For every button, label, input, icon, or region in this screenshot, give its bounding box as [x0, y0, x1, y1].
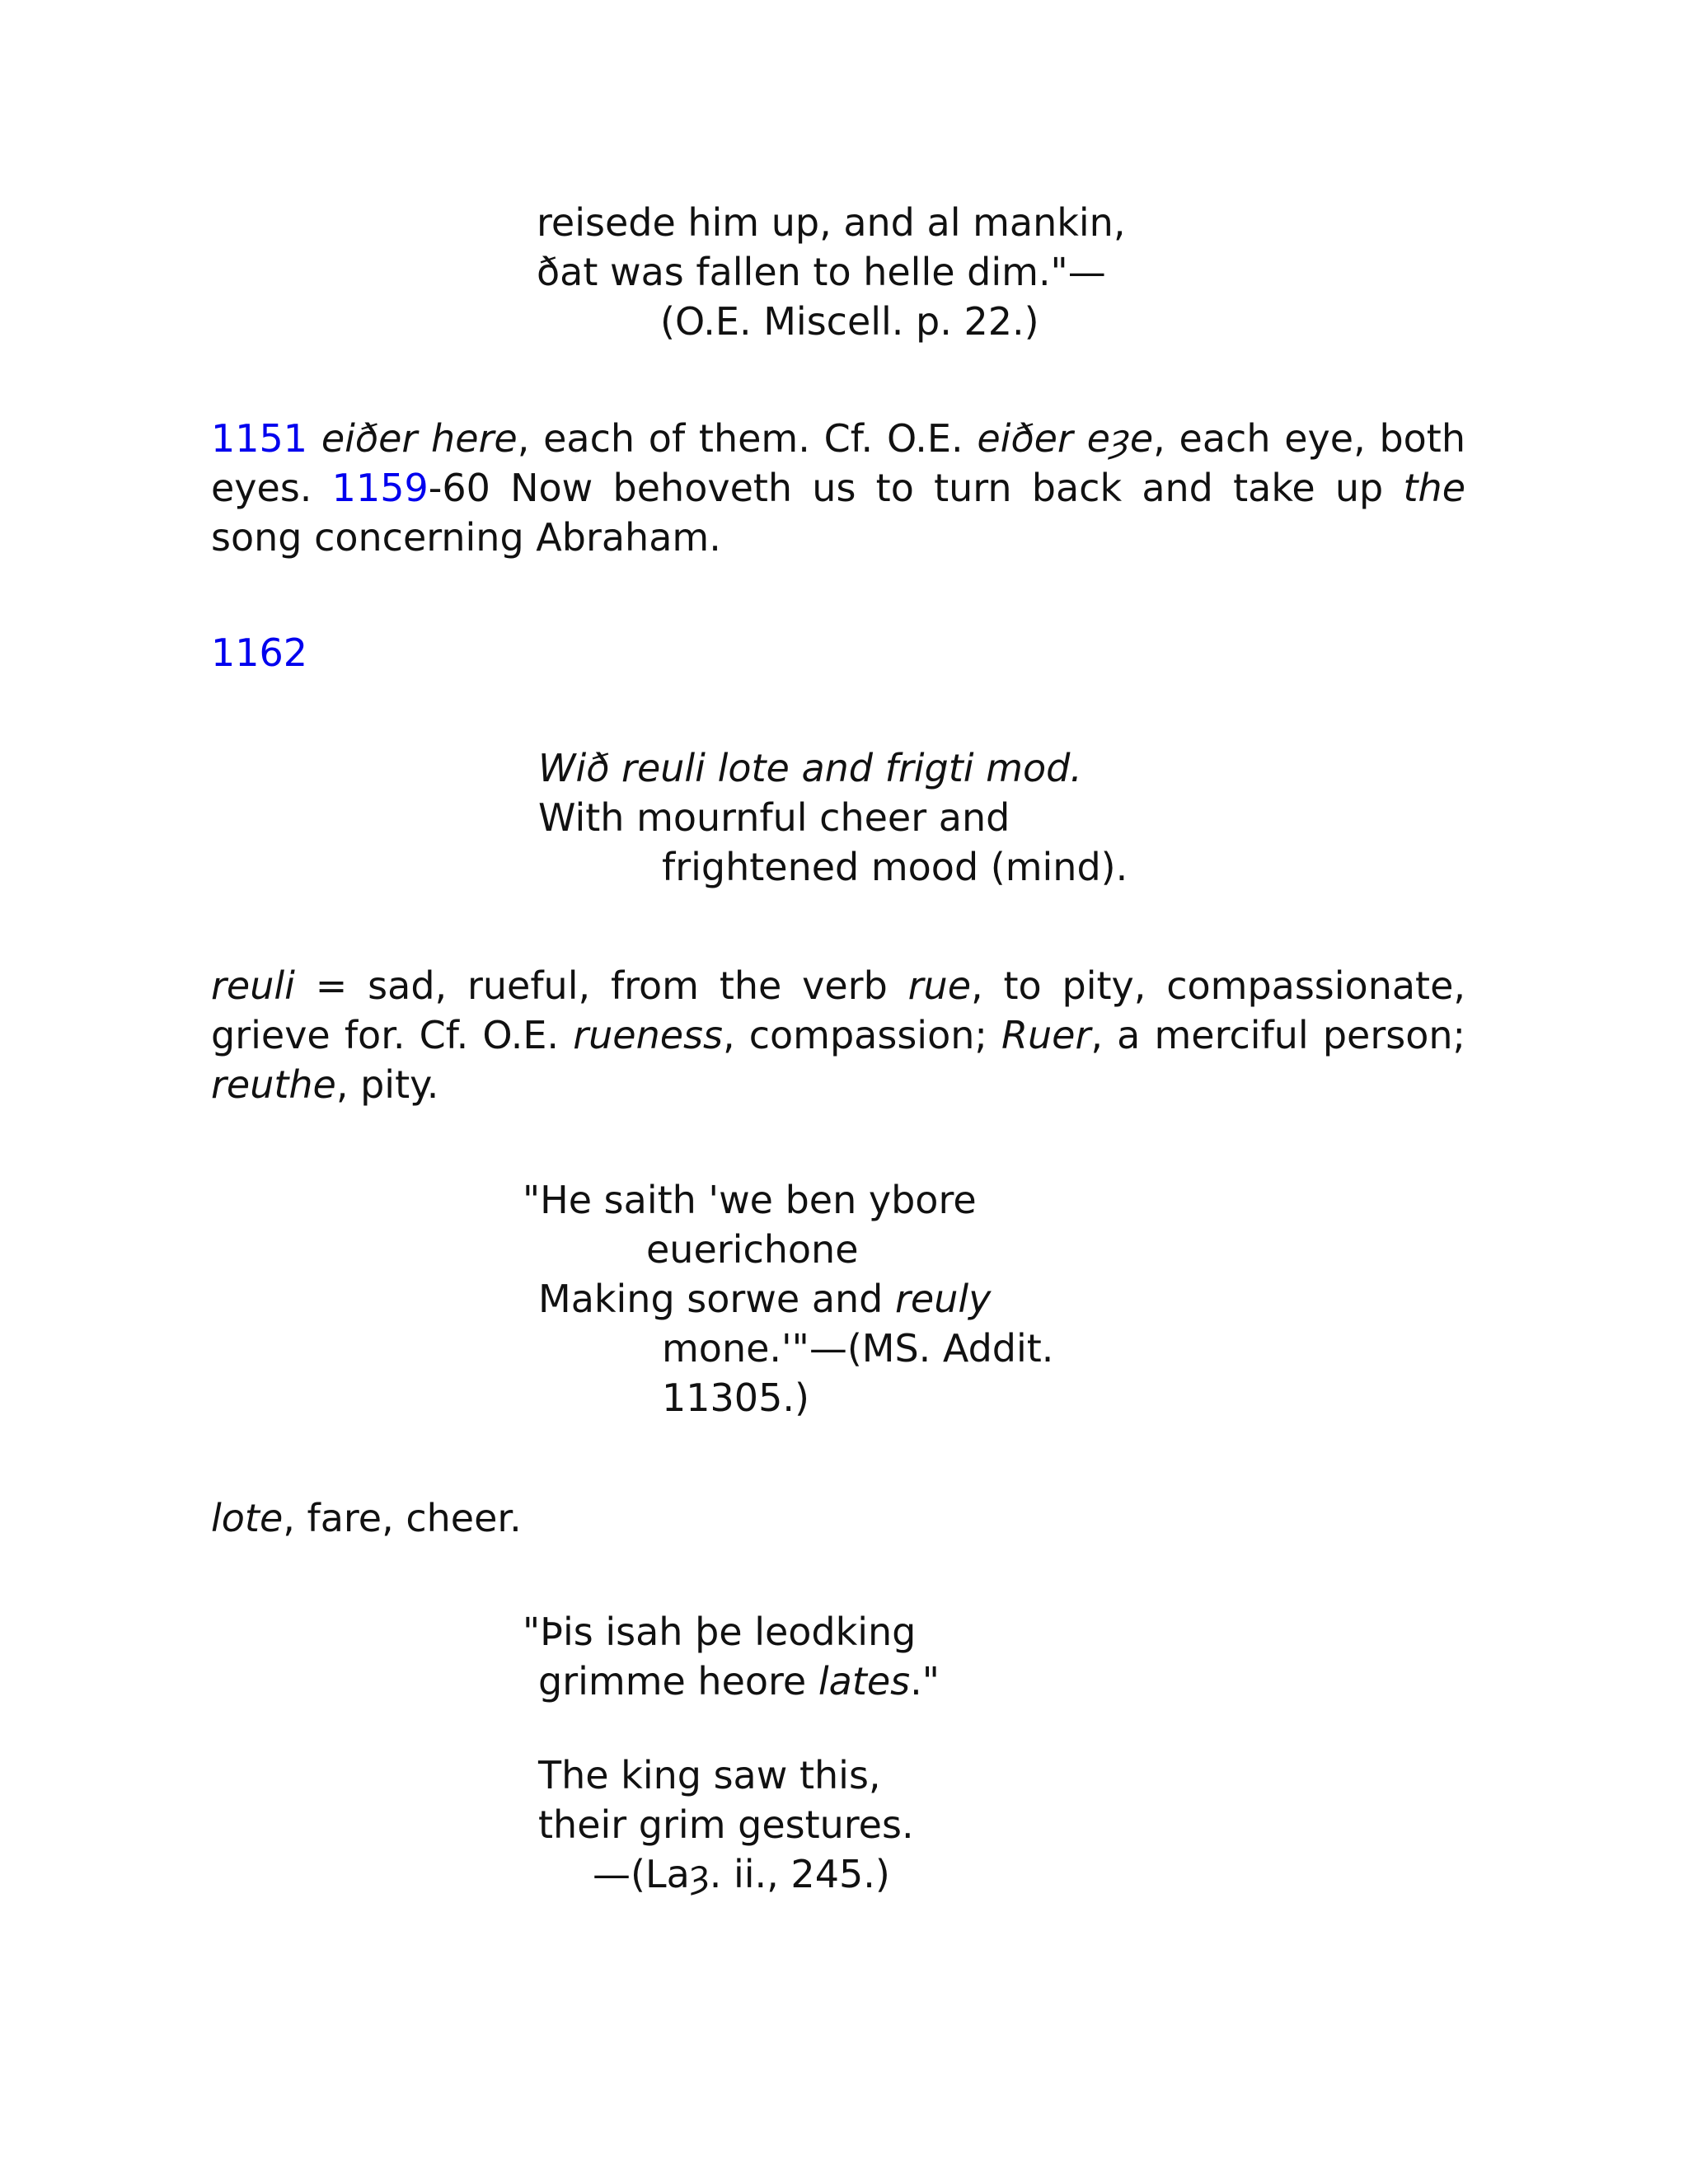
line-ref-link-1159[interactable]: 1159 — [331, 466, 429, 510]
term: lates — [818, 1659, 911, 1704]
verse-line: "Þis isah þe leodking — [523, 1610, 917, 1654]
term: reuthe — [211, 1062, 336, 1107]
verse-line: ðat was fallen to helle dim."— — [537, 250, 1106, 294]
verse-line: grimme heore lates." — [538, 1659, 940, 1704]
poem-excerpt-1 — [537, 198, 1125, 346]
line-ref-link-1151[interactable]: 1151 — [211, 416, 308, 461]
verse-line: reisede him up, and al mankin, — [537, 200, 1126, 245]
verse-line: their grim gestures. — [538, 1802, 914, 1847]
term: reuli — [211, 963, 295, 1008]
citation: (O.E. Miscell. p. 22.) — [660, 299, 1039, 344]
verse-line: The king saw this, — [538, 1753, 881, 1797]
note-lote: lote, fare, cheer. — [211, 1496, 522, 1540]
verse-line: Wið reuli lote and frigti mod. — [538, 746, 1082, 790]
verse-line: With mournful cheer and — [538, 795, 1010, 840]
citation: —(Laȝ. ii., 245.) — [593, 1852, 890, 1896]
term: eiðer eȝe — [977, 416, 1154, 461]
term: the — [1403, 466, 1465, 510]
verse-line: "He saith 'we ben ybore — [523, 1178, 977, 1222]
poem-excerpt-2 — [538, 743, 1128, 892]
poem-excerpt-4 — [523, 1607, 940, 1706]
verse-line: mone.'"—(MS. Addit. — [662, 1326, 1054, 1371]
citation: 11305.) — [662, 1376, 809, 1420]
poem-excerpt-5 — [538, 1750, 914, 1899]
note-1151: 1151 eiðer here, each of them. Cf. O.E. eiðer eȝe, each eye, both eyes. 1159-60 Now behoveth us to turn back and take up the song concerning Abraham. — [211, 416, 1466, 560]
line-ref-link-1162[interactable]: 1162 — [211, 630, 308, 675]
note-reuli: reuli = sad, rueful, from the verb rue, to pity, compassionate, grieve for. Cf. O.E. rueness, compassion; Ruer, a merciful person; reuthe, pity. — [211, 963, 1466, 1107]
note-1162 — [211, 628, 307, 677]
term: rueness — [573, 1013, 723, 1057]
term: reuly — [895, 1277, 992, 1321]
term: rue — [907, 963, 972, 1008]
verse-line: euerichone — [646, 1227, 859, 1272]
verse-line: frightened mood (mind). — [662, 845, 1128, 889]
term: lote — [211, 1496, 284, 1540]
term: eiðer here — [321, 416, 518, 461]
verse-line: Making sorwe and reuly — [538, 1277, 992, 1321]
term: Ruer — [1001, 1013, 1091, 1057]
poem-excerpt-3 — [523, 1175, 1053, 1422]
